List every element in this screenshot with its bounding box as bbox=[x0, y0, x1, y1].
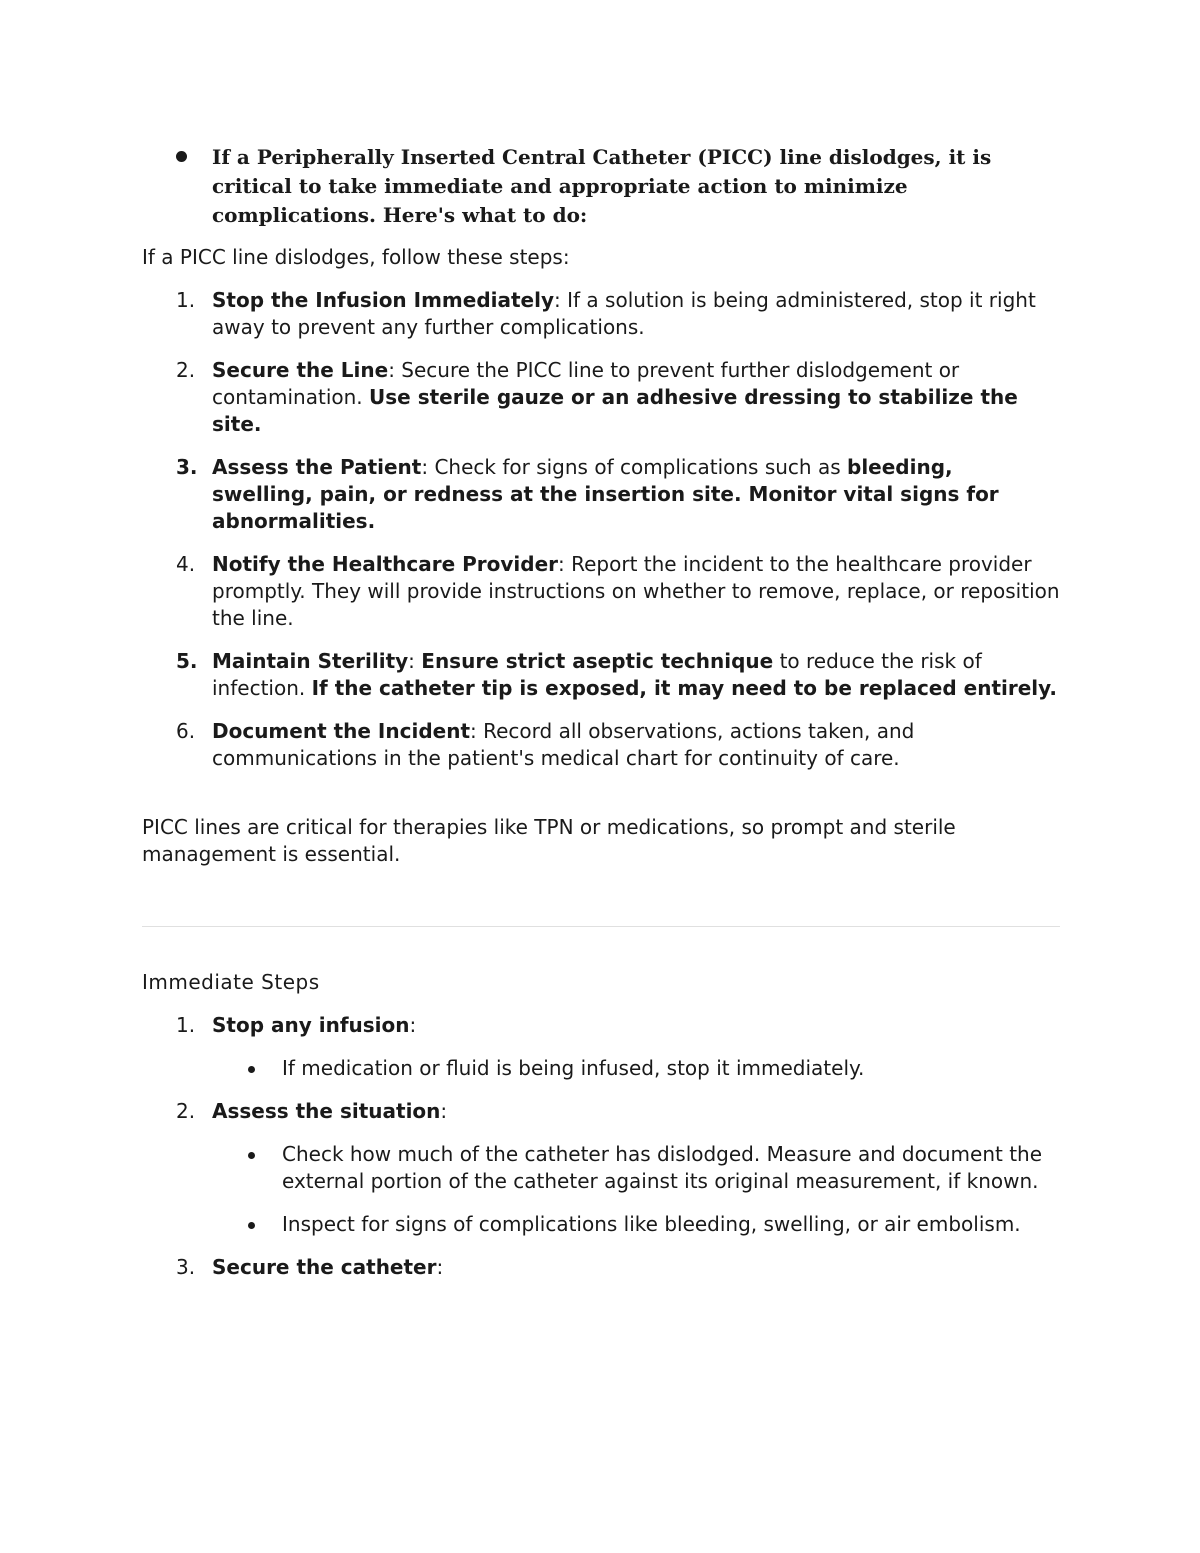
list-item bbox=[142, 1012, 1060, 1082]
separator: : bbox=[421, 455, 429, 479]
step-title: Secure the catheter bbox=[212, 1255, 437, 1279]
step-title: Secure the Line bbox=[212, 358, 389, 382]
step-emphasis: bleeding, swelling, pain, or redness at the insertion site. Monitor vital signs for abnormalities. bbox=[212, 455, 999, 533]
separator: : bbox=[409, 1013, 417, 1037]
intro-text: If a Peripherally Inserted Central Catheter (PICC) line dislodges, it is critical to take immediate and appropriate action to minimize complications. Here's what to do: bbox=[212, 145, 992, 227]
step-title: Assess the situation bbox=[212, 1099, 441, 1123]
separator: : bbox=[388, 358, 395, 382]
separator: : bbox=[436, 1255, 444, 1279]
steps-list bbox=[142, 287, 1060, 788]
bullet-icon bbox=[176, 151, 187, 162]
sub-list-item bbox=[212, 1211, 1060, 1238]
list-item bbox=[142, 287, 1060, 341]
lead-paragraph: If a PICC line dislodges, follow these steps: bbox=[142, 245, 570, 269]
separator: : bbox=[440, 1099, 448, 1123]
step-text: Check for signs of complications such as bbox=[428, 455, 847, 479]
bullet-icon bbox=[248, 1066, 255, 1073]
intro-item bbox=[142, 143, 1060, 230]
step-emphasis: Use sterile gauze or an adhesive dressing to stabilize the site. bbox=[212, 385, 1018, 436]
sub-list-item bbox=[212, 1141, 1060, 1195]
sub-bullet-list bbox=[212, 1055, 1060, 1082]
step-text: Report the incident to the healthcare provider promptly. They will provide instructions on whether to remove, replace, or reposition the line. bbox=[212, 552, 1060, 630]
step-title: Notify the Healthcare Provider bbox=[212, 552, 559, 576]
immediate-steps-list bbox=[142, 1012, 1060, 1297]
bullet-icon bbox=[248, 1222, 255, 1229]
step-text: to reduce the risk of infection. bbox=[212, 649, 982, 700]
list-item bbox=[142, 1254, 1060, 1281]
list-number: 1. bbox=[176, 288, 196, 312]
step-emphasis: If the catheter tip is exposed, it may need to be replaced entirely. bbox=[311, 676, 1057, 700]
step-title: Assess the Patient bbox=[212, 455, 422, 479]
separator: : bbox=[408, 649, 422, 673]
separator: : bbox=[558, 552, 565, 576]
step-title: Stop any infusion bbox=[212, 1013, 410, 1037]
list-item bbox=[142, 648, 1060, 702]
section-heading: Immediate Steps bbox=[142, 970, 320, 994]
bullet-text: Inspect for signs of complications like bleeding, swelling, or air embolism. bbox=[282, 1212, 1021, 1236]
bullet-icon bbox=[248, 1152, 255, 1159]
separator: : bbox=[554, 288, 561, 312]
list-number: 3. bbox=[176, 455, 198, 479]
step-text: Record all observations, actions taken, and communications in the patient's medical chart for continuity of care. bbox=[212, 719, 915, 770]
list-number: 5. bbox=[176, 649, 198, 673]
intro-list bbox=[142, 143, 1060, 230]
list-number: 4. bbox=[176, 552, 196, 576]
sub-list-item bbox=[212, 1055, 1060, 1082]
list-number: 2. bbox=[176, 358, 196, 382]
step-title: Stop the Infusion Immediately bbox=[212, 288, 555, 312]
list-number: 6. bbox=[176, 719, 196, 743]
list-item bbox=[142, 718, 1060, 772]
step-title: Document the Incident bbox=[212, 719, 470, 743]
separator: : bbox=[470, 719, 477, 743]
list-number: 1. bbox=[176, 1013, 196, 1037]
list-number: 2. bbox=[176, 1099, 196, 1123]
list-item bbox=[142, 1098, 1060, 1238]
list-item bbox=[142, 551, 1060, 632]
closing-paragraph: PICC lines are critical for therapies like TPN or medications, so prompt and sterile management is essential. bbox=[142, 815, 956, 866]
step-emphasis: Ensure strict aseptic technique bbox=[421, 649, 774, 673]
horizontal-divider bbox=[142, 926, 1060, 927]
list-item bbox=[142, 357, 1060, 438]
step-title: Maintain Sterility bbox=[212, 649, 409, 673]
bullet-text: Check how much of the catheter has dislodged. Measure and document the external portion of the catheter against its original measurement, if known. bbox=[282, 1142, 1043, 1193]
list-number: 3. bbox=[176, 1255, 196, 1279]
list-item bbox=[142, 454, 1060, 535]
step-text: If a solution is being administered, stop it right away to prevent any further complications. bbox=[212, 288, 1036, 339]
sub-bullet-list bbox=[212, 1141, 1060, 1238]
step-text: Secure the PICC line to prevent further dislodgement or contamination. bbox=[212, 358, 960, 409]
bullet-text: If medication or fluid is being infused, stop it immediately. bbox=[282, 1056, 865, 1080]
